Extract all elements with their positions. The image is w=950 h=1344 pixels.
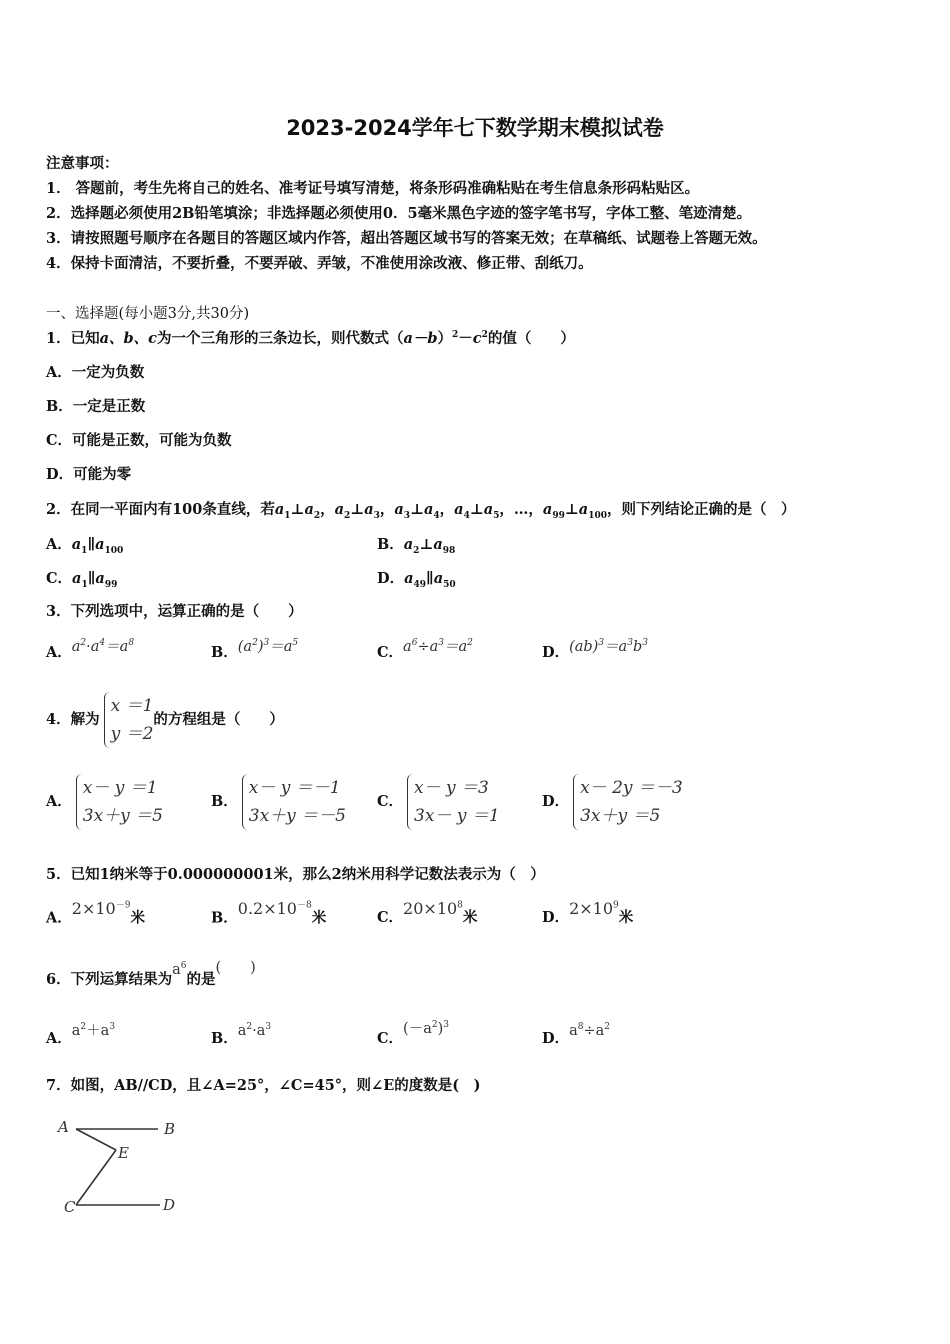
- segment-ae: [76, 1129, 116, 1150]
- question-4: 4．解为x ＝1 y ＝2的方程组是（ ）: [46, 692, 284, 748]
- q6-option-c: C．$(-a^2)^3$: [377, 1020, 449, 1047]
- q6-option-a: A．$a^2+a^3$: [46, 1022, 116, 1047]
- q4-option-a: A．x－ y ＝1 3x＋y ＝5: [46, 774, 163, 830]
- q1-option-d: D．可能为零: [46, 466, 132, 483]
- question-6: 6．下列运算结果为$a^6$的是( ): [46, 960, 256, 988]
- q6-option-b: B．$a^2\cdot a^3$: [211, 1022, 272, 1047]
- q4-option-b: B．x－ y ＝－1 3x＋y ＝－5: [211, 774, 346, 830]
- question-3: 3．下列选项中，运算正确的是（ ）: [46, 603, 303, 620]
- notice-item: 2．选择题必须使用2B铅笔填涂；非选择题必须使用0．5毫米黑色字迹的签字笔书写，字体工整、笔迹清楚。: [46, 205, 752, 222]
- q3-option-c: C．$a^6\div a^3=a^2$: [377, 638, 473, 661]
- q6-option-d: D．$a^8\div a^2$: [542, 1022, 610, 1047]
- q2-option-a: A．$a_1\parallel a_{100}$: [46, 536, 124, 556]
- notice-item: 1． 答题前，考生先将自己的姓名、准考证号填写清楚，将条形码准确粘贴在考生信息条形码粘贴区。: [46, 180, 700, 197]
- section-heading: 一、选择题(每小题3分,共30分): [46, 306, 250, 322]
- point-label-c: C: [64, 1198, 76, 1216]
- q5-option-d: D．$2\times 10^9$米: [542, 899, 634, 926]
- q3-option-d: D．$(ab)^3=a^3b^3$: [542, 638, 648, 661]
- question-1: 1．已知a、b、c为一个三角形的三条边长，则代数式$(a-b)^2-c^2$的值（ ）: [46, 330, 575, 347]
- q4-option-d: D．x－ 2y ＝－3 3x＋y ＝5: [542, 774, 683, 830]
- q1-option-a: A．一定为负数: [46, 364, 145, 381]
- page-title: 2023-2024学年七下数学期末模拟试卷: [286, 116, 664, 140]
- notice-item: 4．保持卡面清洁，不要折叠，不要弄破、弄皱，不准使用涂改液、修正带、刮纸刀。: [46, 255, 593, 272]
- q3-option-b: B．$(a^2)^3=a^5$: [211, 638, 299, 661]
- point-label-d: D: [163, 1196, 176, 1214]
- q2-option-d: D．$a_{49}\parallel a_{50}$: [377, 570, 456, 590]
- notice-heading: 注意事项：: [46, 155, 119, 172]
- q4-option-c: C．x－ y ＝3 3x－ y ＝1: [377, 774, 500, 830]
- q5-option-c: C．$20\times 10^8$米: [377, 899, 478, 926]
- segment-ce: [76, 1150, 116, 1205]
- q1-option-c: C．可能是正数，可能为负数: [46, 432, 232, 449]
- q2-option-c: C．$a_1\parallel a_{99}$: [46, 570, 118, 590]
- q2-option-b: B．$a_2\perp a_{98}$: [377, 536, 456, 556]
- notice-item: 3．请按照题号顺序在各题目的答题区域内作答，超出答题区域书写的答案无效；在草稿纸、试题卷上答题无效。: [46, 230, 767, 247]
- question-2: 2．在同一平面内有100条直线，若$a_1\perp a_2$，$a_2\perp a_3$，$a_3\perp a_4$，$a_4\perp a_5$，…，$a_{99}\perp a_{100}$，则下列结论正确的是（ ）: [46, 501, 796, 521]
- geometry-figure: [50, 1110, 200, 1220]
- q3-option-a: A．$a^2\cdot a^4=a^8$: [46, 638, 135, 661]
- point-label-e: E: [118, 1144, 129, 1162]
- point-label-a: A: [58, 1118, 69, 1136]
- question-5: 5．已知1纳米等于0.000000001米，那么2纳米用科学记数法表示为（ ）: [46, 866, 545, 883]
- q5-option-b: B．$0.2\times 10^{-8}$米: [211, 899, 327, 927]
- point-label-b: B: [164, 1120, 176, 1138]
- q5-option-a: A．$2\times 10^{-9}$米: [46, 899, 145, 927]
- question-7: 7．如图，AB//CD，且∠A=25°，∠C=45°，则∠E的度数是( ): [46, 1077, 481, 1094]
- q1-option-b: B．一定是正数: [46, 398, 146, 415]
